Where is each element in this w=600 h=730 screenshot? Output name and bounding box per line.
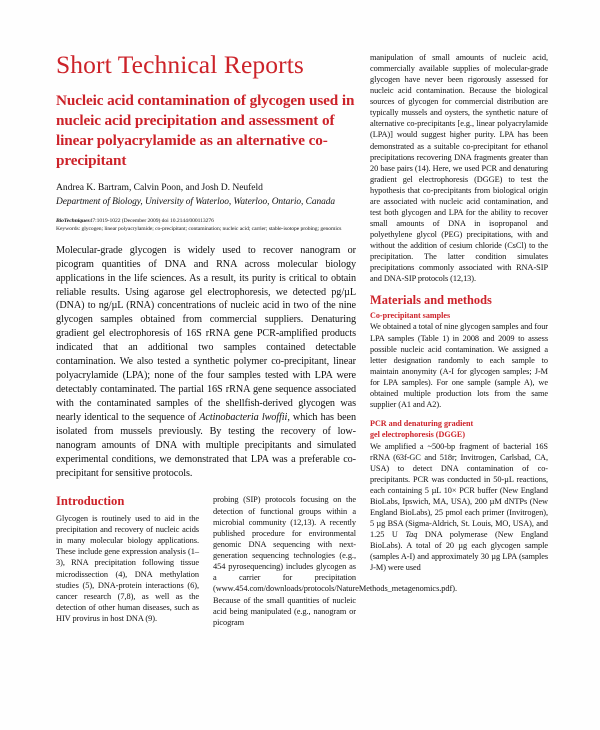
journal-name: BioTechniques: [56, 218, 90, 224]
materials-and-methods-heading: Materials and methods: [370, 293, 492, 308]
dgge-text: [370, 441, 548, 574]
right-column-continuation: manipulation of small amounts of nucleic acid, commercially available supplies of molecular-grade glycogen have never been rigorously assessed for nucleic acid contamination. Because the biological sources of glycogen for commercial distribution are typically mussels and oysters, the synthetic nature of alternative co-precipitants [e.g., linear polyacrylamide (LPA)] would suggest higher purity. LPA has been demonstrated as a suitable co-precipitant for ethanol precipitations recovering DNA fragments greater than 20 base pairs (14). Here, we used PCR and denaturing gradient gel electrophoresis (DGGE) to test the hypothesis that co-precipitants from biological origin are associated with nucleic acid contamination, and test both glycogen and LPA for the ability to recover small amounts of DNA in isopropanol and polyethylene glycol (PEG) precipitations, with and without the addition of cesium chloride (CsCl) to the precipitation. The latter condition simulates precipitations commonly associated with RNA-SIP and DNA-SIP protocols (12,13).: [370, 53, 548, 284]
dgge-text-part-one: We amplified a ~500-bp fragment of bacterial 16S rRNA (63f-GC and 518r; Invitrogen, Carlsbad, CA, USA) to detect DNA contamination of co-precipitants. PCR was conducted in 50-µL reactions, each containing 5 µL 10× PCR buffer (New England BioLabs, Ipswich, MA, USA), 200 µM dNTPs (New England BioLabs), 25 pmol each primer (Invitrogen), 5 µg BSA (Sigma-Aldrich, St. Louis, MO, USA), and 1.25 U: [370, 441, 548, 540]
abstract-paragraph: [56, 244, 356, 481]
dgge-heading-line1: PCR and denaturing gradient: [370, 418, 474, 428]
co-precipitant-samples-text: We obtained a total of nine glycogen samples and four LPA samples (Table 1) in 2008 and 2009 to assess possible nucleic acid contamination. We assigned a letter designation randomly to each sample to maintain anonymity (A-I for glycogen samples; J-M for LPA samples). For one sample (sample A), we obtained multiple production lots from the same supplier (A1 and A2).: [370, 322, 548, 409]
introduction-text-left: Glycogen is routinely used to aid in the precipitation and recovery of nucleic acids in many molecular biology applications. These include gene expression analysis (1–3), RNA precipitation following tissue microdissection (4), DNA methylation studies (5), DNA-protein interactions (6), cancer research (7,8), as well as the detection of other human diseases, such as HIV provirus in host DNA (9).: [56, 513, 199, 624]
citation-line: [56, 217, 356, 225]
abstract-part-two: , which has been isolated from mussels previously. By testing the recovery of low-nanogram amounts of DNA with multiple precipitants and simulated experimental conditions, we demonstrated that LPA was a preferable co-precipitant for sensitive protocols.: [56, 411, 356, 479]
dgge-heading-line2: gel electrophoresis (DGGE): [370, 429, 466, 439]
dgge-text-part-two: DNA polymerase (New England BioLabs). A total of 20 µg each glycogen sample (samples A-I) and approximately 30 µg LPA (samples J-M) were used: [370, 530, 548, 573]
intro-column-left: [56, 494, 199, 714]
right-column-area: [370, 52, 548, 714]
citation-details: 47:1019-1022 (December 2009) doi 10.2144/000113276: [89, 218, 214, 224]
introduction-text-right: probing (SIP) protocols focusing on the detection of functional groups within a microbial community (12,13). A recently published procedure for environmental genomic DNA sequencing with next-generation sequencing technologies (e.g., 454 pyrosequencing) includes glycogen as a carrier for precipitation (www.454.com/downloads/protocols/NatureMethods_metagenomics.pdf). Because of the small quantities of nucleic acid being manipulated (e.g., nanogram or picogram: [213, 495, 457, 627]
abstract-part-one: Molecular-grade glycogen is widely used to recover nanogram or picogram quantities of DNA and RNA across molecular biology applications in the life sciences. As a result, its purity is critical to obtain reliable results. Using agarose gel electrophoresis, we detected pg/µL (DNA) to ng/µL (RNA) concentrations of nucleic acid in two of the nine glycogen samples obtained from commercial suppliers. Denaturing gradient gel electrophoresis of 16S rRNA gene PCR-amplified products indicated that an additional two samples contained detectable contamination. We also tested a synthetic polymer co-precipitant, linear polyacrylamide (LPA); none of the four samples tested with LPA were detectably contaminated. The partial 16S rRNA gene sequence associated with the contaminated samples of the shellfish-derived glycogen was nearly identical to the sequence of: [56, 244, 356, 423]
keywords-line: Keywords: glycogen; linear polyacrylamide; co-precipitant; contamination; nucleic acid; carrier; stable-isotope probing; genomics: [56, 226, 342, 233]
author-list: Andrea K. Bartram, Calvin Poon, and Josh D. Neufeld: [56, 181, 263, 193]
article-title: Nucleic acid contamination of glycogen used in nucleic acid precipitation and assessment of linear polyacrylamide as an alternative co-precipitant: [56, 91, 355, 169]
section-kicker: Short Technical Reports: [56, 50, 304, 79]
introduction-heading: Introduction: [56, 494, 125, 509]
page-columns: [56, 52, 548, 714]
taq-italic: Taq: [405, 530, 418, 540]
author-affiliation: Department of Biology, University of Waterloo, Waterloo, Ontario, Canada: [56, 196, 336, 207]
co-precipitant-samples-heading: Co-precipitant samples: [370, 310, 451, 320]
species-name: Actinobacteria lwoffii: [199, 411, 288, 423]
